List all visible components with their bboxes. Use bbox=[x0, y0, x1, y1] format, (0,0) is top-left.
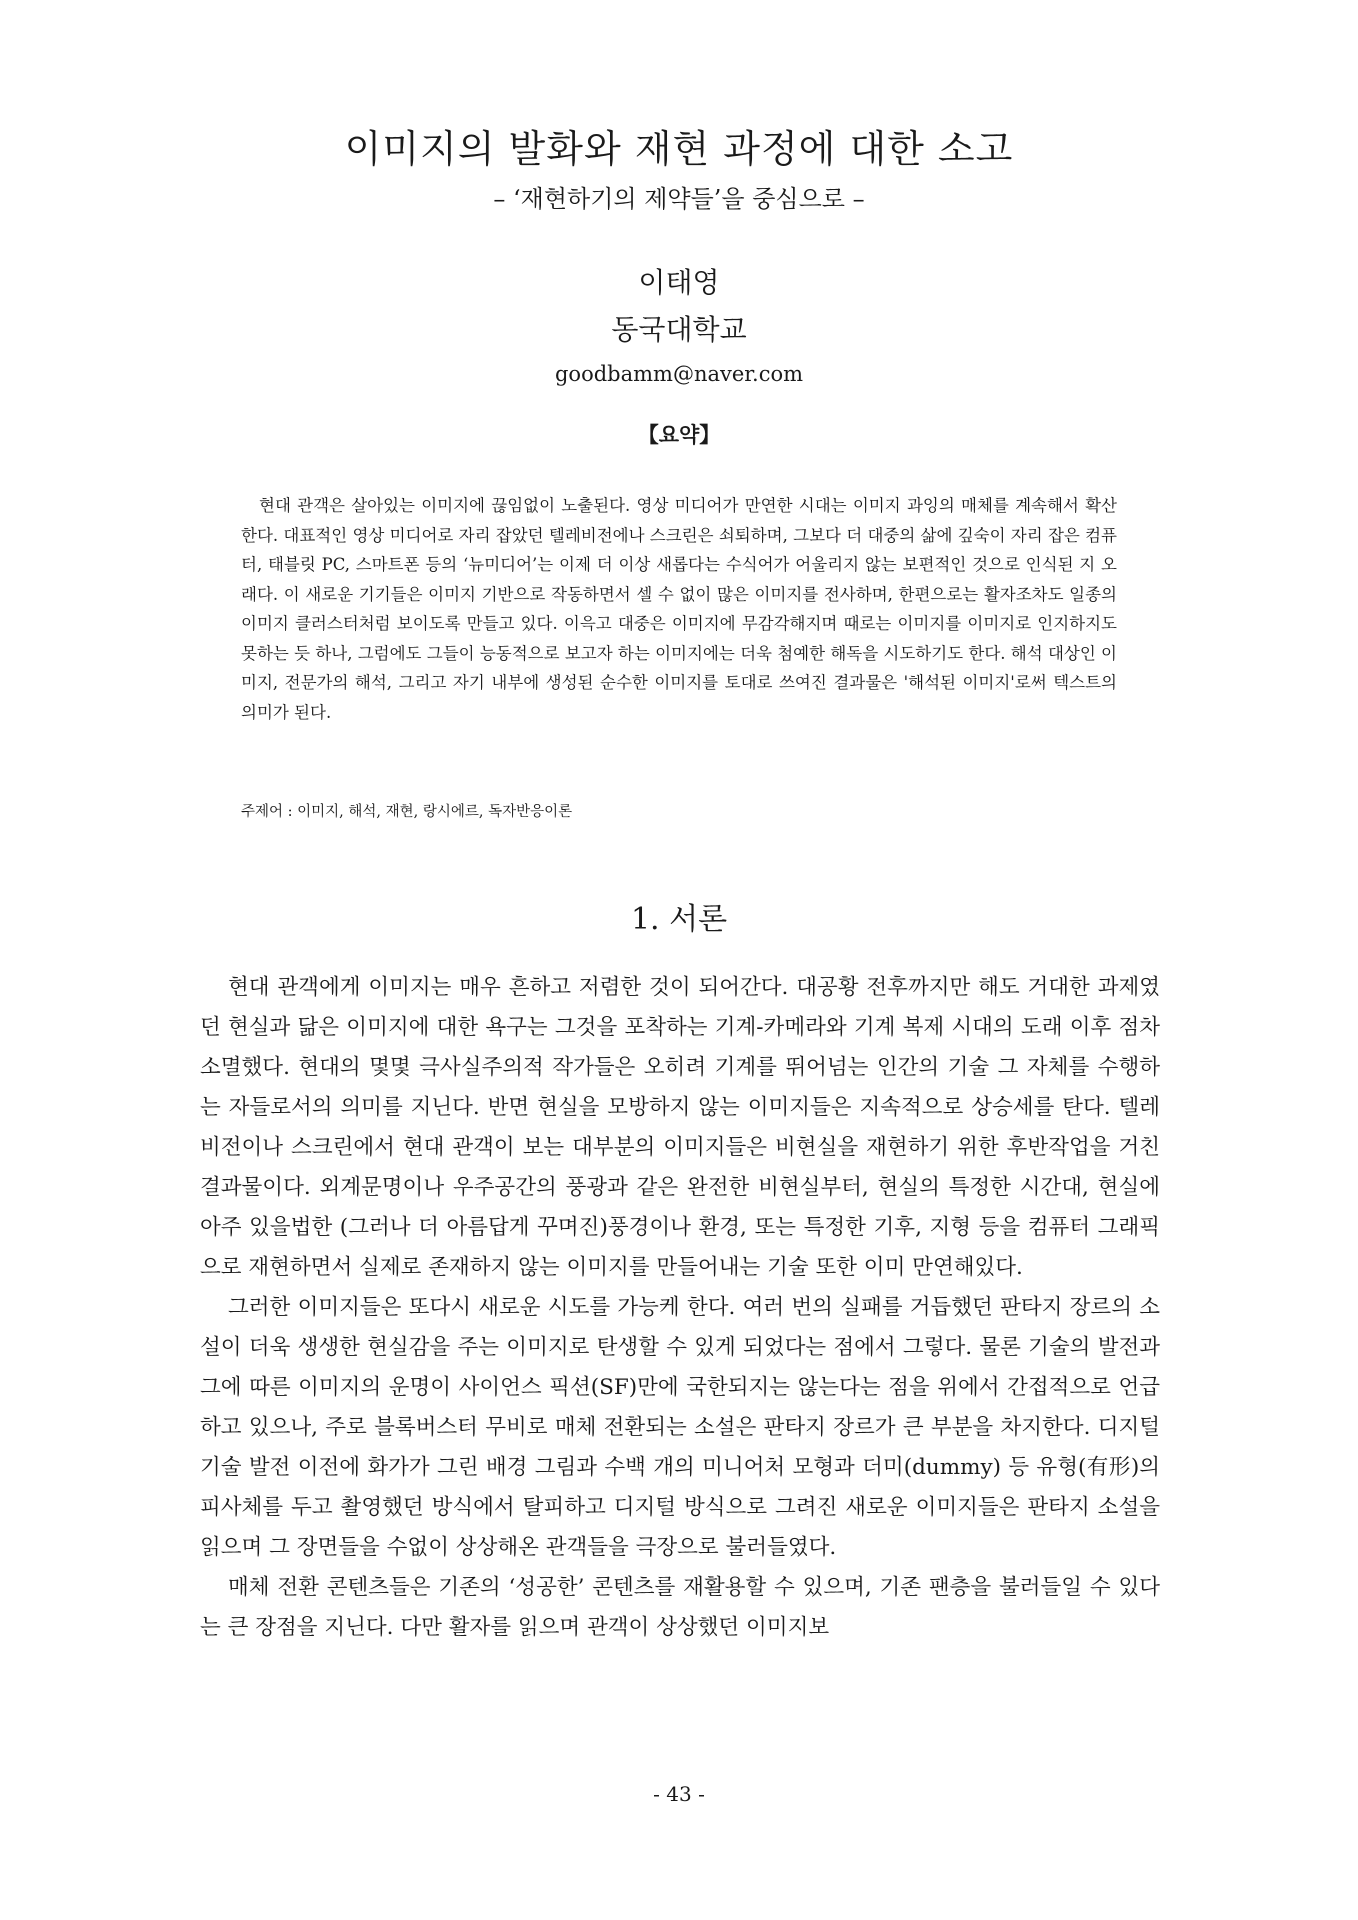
author-email: goodbamm@naver.com bbox=[554, 362, 804, 386]
abstract-text: 현대 관객은 살아있는 이미지에 끊임없이 노출된다. 영상 미디어가 만연한 시대는 이미지 과잉의 매체를 계속해서 확산한다. 대표적인 영상 미디어로 자리 잡았던 텔레비전에나 스크린은 쇠퇴하며, 그보다 더 대중의 삶에 깊숙이 자리 잡은 컴퓨터, 태블릿 PC, 스마트폰 등의 ‘뉴미디어’는 이제 더 이상 새롭다는 수식어가 어울리지 않는 보편적인 것으로 인식된 지 오래다. 이 새로운 기기들은 이미지 기반으로 작동하면서 셀 수 없이 많은 이미지를 전사하며, 한편으로는 활자조차도 일종의 이미지 클러스터처럼 보이도록 만들고 있다. 이윽고 대중은 이미지에 무감각해지며 때로는 이미지를 이미지로 인지하지도 못하는 듯 하나, 그럼에도 그들이 능동적으로 보고자 하는 이미지에는 더욱 첨예한 해독을 시도하기도 한다. 해석 대상인 이미지, 전문가의 해석, 그리고 자기 내부에 생성된 순수한 이미지를 토대로 쓰여진 결과물은 '해석된 이미지'로써 텍스트의 의미가 된다. bbox=[241, 496, 1117, 722]
paper-title: 이미지의 발화와 재현 과정에 대한 소고 bbox=[344, 127, 1014, 171]
paper-subtitle: – ‘재현하기의 제약들’을 중심으로 – bbox=[493, 185, 865, 213]
paragraph: 그러한 이미지들은 또다시 새로운 시도를 가능케 한다. 여러 번의 실패를 거듭했던 판타지 장르의 소설이 더욱 생생한 현실감을 주는 이미지로 탄생할 수 있게 되었다는 점에서 그렇다. 물론 기술의 발전과 그에 따른 이미지의 운명이 사이언스 픽션(SF)만에 국한되지는 않는다는 점을 위에서 간접적으로 언급하고 있으나, 주로 블록버스터 무비로 매체 전환되는 소설은 판타지 장르가 큰 부분을 차지한다. 디지털 기술 발전 이전에 화가가 그린 배경 그림과 수백 개의 미니어처 모형과 더미(dummy) 등 유형(有形)의 피사체를 두고 촬영했던 방식에서 탈피하고 디지털 방식으로 그려진 새로운 이미지들은 판타지 소설을 읽으며 그 장면들을 수없이 상상해온 관객들을 극장으로 불러들였다. bbox=[200, 1295, 1160, 1560]
page-number: - 43 - bbox=[653, 1782, 705, 1806]
body-text bbox=[200, 968, 1160, 1648]
keywords: 주제어 : 이미지, 해석, 재현, 랑시에르, 독자반응이론 bbox=[241, 804, 573, 820]
author-name: 이태영 bbox=[638, 266, 720, 299]
paragraph: 매체 전환 콘텐츠들은 기존의 ‘성공한’ 콘텐츠를 재활용할 수 있으며, 기존 팬층을 불러들일 수 있다는 큰 장점을 지닌다. 다만 활자를 읽으며 관객이 상상했던 이미지보 bbox=[200, 1575, 1160, 1640]
abstract-heading: 【요약】 bbox=[637, 422, 721, 447]
section-heading: 1. 서론 bbox=[630, 902, 728, 937]
author-affiliation: 동국대학교 bbox=[611, 313, 747, 346]
paragraph: 현대 관객에게 이미지는 매우 흔하고 저렴한 것이 되어간다. 대공황 전후까지만 해도 거대한 과제였던 현실과 닮은 이미지에 대한 욕구는 그것을 포착하는 기계-카메라와 기계 복제 시대의 도래 이후 점차 소멸했다. 현대의 몇몇 극사실주의적 작가들은 오히려 기계를 뛰어넘는 인간의 기술 그 자체를 수행하는 자들로서의 의미를 지닌다. 반면 현실을 모방하지 않는 이미지들은 지속적으로 상승세를 탄다. 텔레비전이나 스크린에서 현대 관객이 보는 대부분의 이미지들은 비현실을 재현하기 위한 후반작업을 거친 결과물이다. 외계문명이나 우주공간의 풍광과 같은 완전한 비현실부터, 현실의 특정한 시간대, 현실에 아주 있을법한 (그러나 더 아름답게 꾸며진)풍경이나 환경, 또는 특정한 기후, 지형 등을 컴퓨터 그래픽으로 재현하면서 실제로 존재하지 않는 이미지를 만들어내는 기술 또한 이미 만연해있다. bbox=[200, 975, 1160, 1280]
